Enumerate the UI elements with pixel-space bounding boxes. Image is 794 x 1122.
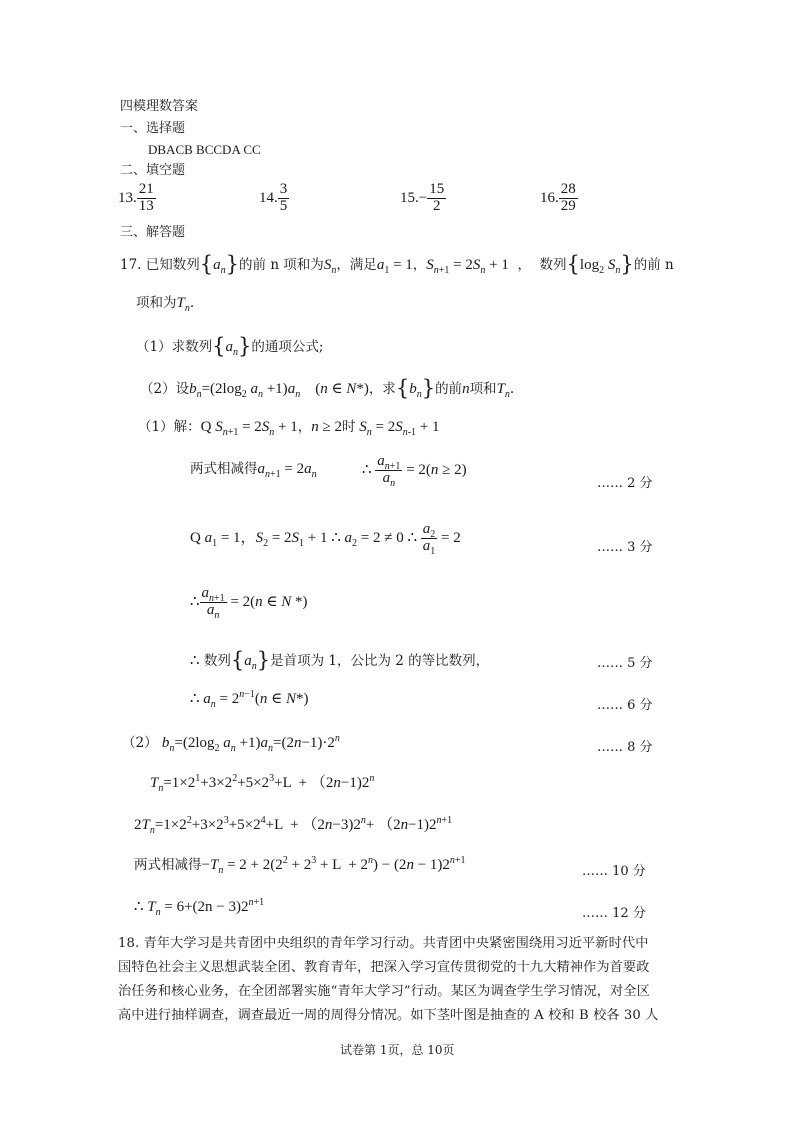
- q18-line-2: 国特色社会主义思想武装全团、教育青年，把深入学习宣传贯彻党的十九大精神作为首要政: [118, 960, 650, 975]
- solution-line-5: ∴ 数列$\{a_n\}$是首项为 1，公比为 2 的等比数列，: [190, 648, 490, 672]
- q17-part2: （2）设$b_n=(2\log_2$ $a_n +1)a_n$ (n ∈ N*)，求$\{b_n\}$的前n项和$T_n$.: [140, 376, 515, 400]
- solution-line-2: 两式相减得$a_{n+1} = 2a_n$: [190, 461, 317, 480]
- solution-part2-line-5: ∴ $T_n = 6+(2n - 3)2^{n+1}$: [134, 897, 265, 918]
- fill-label: 15.: [400, 189, 419, 206]
- ratio-equation: ∴ $\frac{a_{n+1}}{a_n}$ = 2(n ≥ 2): [362, 453, 467, 489]
- solution-line-4: ∴ $\frac{a_{n+1}}{a_n}$ = 2(n ∈ N *): [190, 585, 308, 621]
- fraction: $\frac{15}{2}$: [429, 181, 445, 214]
- q17-part1: （1）求数列$\{a_n\}$的通项公式;: [136, 334, 324, 358]
- q18-line-1: 18. 青年大学习是共青团中央组织的青年学习行动。共青团中央紧密围绕用习近平新时代中: [118, 936, 649, 951]
- section-fill-heading: 二、填空题: [120, 163, 186, 178]
- page-title: 四模理数答案: [120, 99, 199, 114]
- fraction: $\frac{28}{29}$: [560, 181, 576, 214]
- minus-sign: −: [418, 189, 428, 206]
- solution-part2-line-2: $T_n=1\times 2^1+3\times 2^2+5\times 2^3+L + (2n-1)2^n$: [150, 773, 375, 794]
- q18-line-3: 治任务和核心业务，在全团部署实施“青年大学习”行动。某区为调查学生学习情况，对全区: [118, 984, 650, 999]
- score-3: …… 3 分: [597, 540, 653, 555]
- fill-label: 13.: [118, 189, 137, 206]
- score-6: …… 6 分: [597, 698, 653, 713]
- fill-answer-16: [540, 182, 578, 215]
- section-solve-heading: 三、解答题: [120, 225, 186, 240]
- fill-label: 14.: [259, 189, 278, 206]
- fill-label: 16.: [540, 189, 559, 206]
- solution-line-6: ∴ $a_n = 2^{n-1}(n$ ∈ N*): [190, 689, 309, 710]
- q17-statement-line1: 17. 已知数列$\{a_n\}$的前 n 项和为$S_n$，满足$a_1 = 1$，$S_{n+1} = 2S_n + 1$ ， 数列{$\log_2$ $S_n$}的前 n: [120, 252, 674, 276]
- q18-line-4: 高中进行抽样调查，调查最近一周的周得分情况。如下茎叶图是抽查的 A 校和 B 校各 30 人: [118, 1008, 659, 1023]
- solution-part2-line-3: $2T_n=1\times 2^2+3\times 2^3+5\times 2^4+L + (2n-3)2^n+ (2n-1)2^{n+1}$: [134, 815, 453, 836]
- solution-line-3: Q $a_1 = 1$，$S_2 = 2S_1 + 1$ ∴ $a_2 = 2 \ne 0$ ∴ $\frac{a_2}{a_1}$ = 2: [190, 521, 461, 557]
- solution-part2-line-4: 两式相减得$-T_n = 2 + 2(2^2 + 2^3 + L + 2^n) - (2n - 1)2^{n+1}$: [134, 855, 466, 876]
- choice-answers: DBACB BCCDA CC: [148, 142, 261, 157]
- page-footer: 试卷第 1页，总 10页: [340, 1043, 455, 1057]
- solution-line-1: （1）解：Q $S_{n+1} = 2S_n + 1$，n ≥ 2时 $S_n = 2S_{n-1} + 1$: [138, 419, 440, 438]
- score-12: …… 12 分: [582, 906, 646, 921]
- fill-answer-15: [400, 182, 446, 215]
- section-choice-heading: 一、选择题: [120, 121, 186, 136]
- fill-answer-14: [259, 182, 289, 215]
- fraction: $\frac{3}{5}$: [279, 181, 288, 214]
- fill-answer-13: [118, 182, 156, 215]
- score-2: …… 2 分: [597, 476, 653, 491]
- fraction: $\frac{21}{13}$: [138, 181, 154, 214]
- solution-part2-line-1: （2） $b_n=(2\log_2$ $a_n +1)a_n=(2n-1)\cdot 2^n$: [122, 733, 340, 754]
- score-5: …… 5 分: [597, 656, 653, 671]
- score-8: …… 8 分: [597, 740, 653, 755]
- score-10: …… 10 分: [582, 864, 646, 879]
- q17-statement-line2: 项和为$T_n$.: [136, 295, 195, 314]
